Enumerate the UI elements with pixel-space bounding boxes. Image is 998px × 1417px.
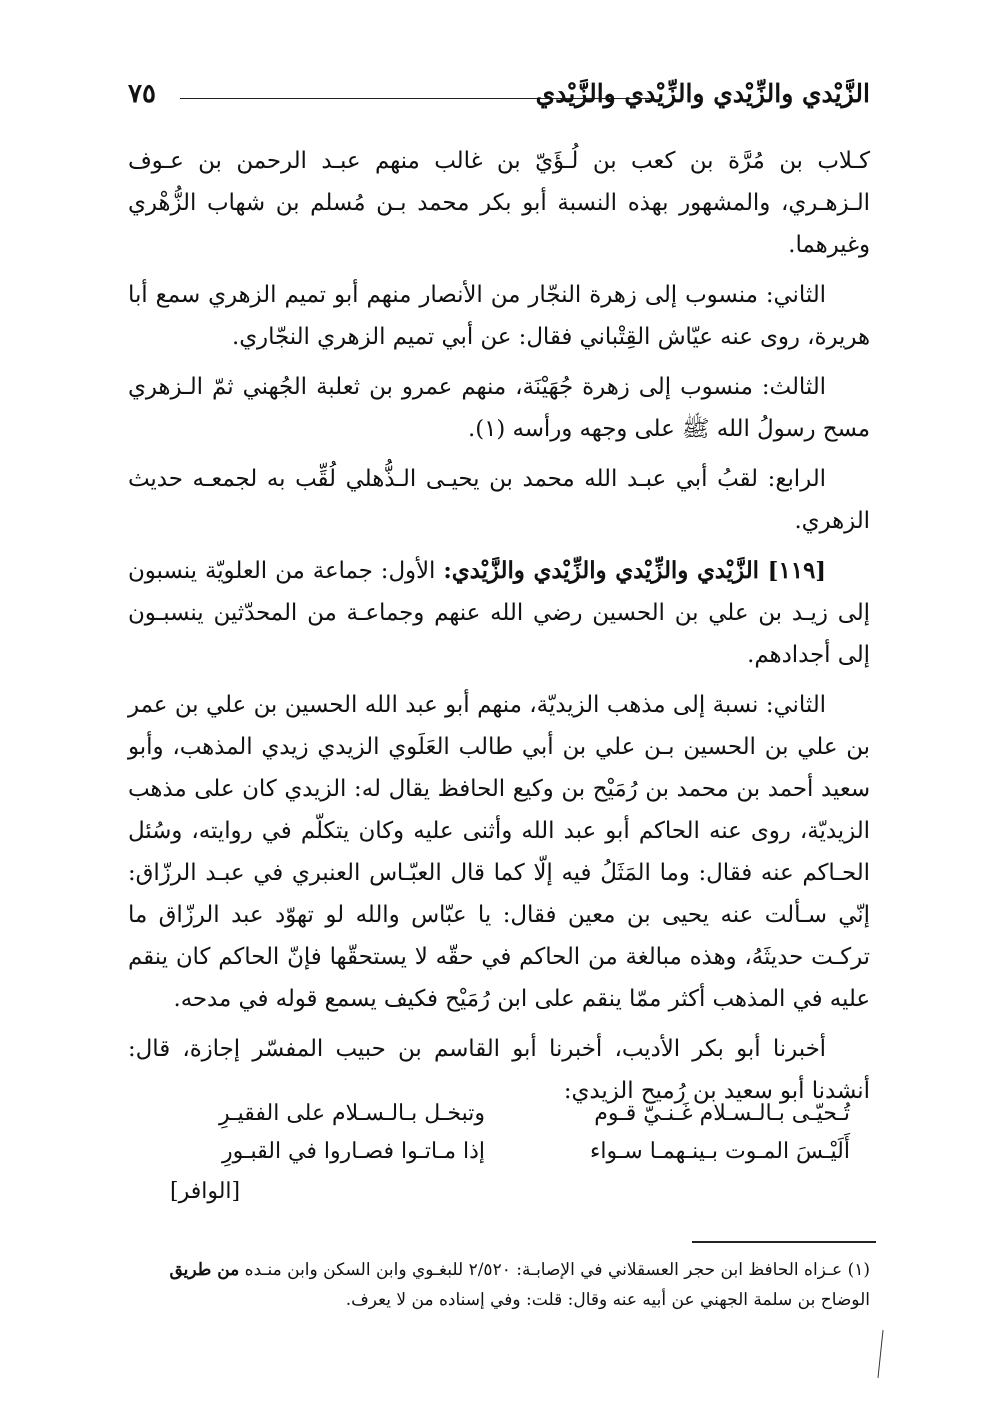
page-number: ٧٥ (128, 79, 156, 109)
main-text (128, 140, 870, 1120)
verse-2-first-hemistich: أَلَيْـسَ المـوت بـينـهمـا سـواء (590, 1139, 850, 1164)
footnote-1-continuation: الوضاح بن سلمة الجهني عن أبيه عنه وقال: قلت: وفي إسناده من لا يعرف. (345, 1290, 870, 1310)
page-header (128, 74, 870, 114)
verse-2-second-hemistich: إذا مـاتـوا فصـاروا في القبـورِ (222, 1139, 485, 1164)
poem (150, 1095, 850, 1215)
footnotes (128, 1255, 870, 1315)
footnote-1-bold: من طريق (169, 1260, 240, 1280)
footnote-1 (128, 1255, 870, 1285)
paragraph-2: الثاني: منسوب إلى زهرة النجّار من الأنصار منهم أبو تميم الزهري سمع أبا هريرة، روى عنه عيّاش القِتْباني فقال: عن أبي تميم الزهري النجّاري. (128, 282, 870, 350)
paragraph-7: أخبرنا أبو بكر الأديب، أخبرنا أبو القاسم بن حبيب المفسّر إجازة، قال: أنشدنا أبو سعيد بن رُميح الزيدي: (128, 1036, 870, 1104)
margin-mark (877, 1330, 883, 1378)
paragraph-4: الرابع: لقبُ أبي عبـد الله محمد بن يحيـى الـذُّهلي لُقِّب به لجمعـه حديث الزهري. (128, 466, 870, 534)
poem-verse-2 (150, 1133, 850, 1171)
paragraph-3: الثالث: منسوب إلى زهرة جُهَيْنَة، منهم عمرو بن ثعلبة الجُهني ثمّ الـزهري مسح رسولُ الله ﷺ على وجهه ورأسه (١). (128, 374, 870, 442)
entry-heading: [١١٩] الزَّيْدي والزِّيْدي والزِّيْدي والزَّيْدي: (443, 558, 826, 584)
verse-1-second-hemistich: وتبخـل بـالـسـلام على الفقيـرِ (219, 1101, 485, 1126)
poem-verse-1 (150, 1095, 850, 1133)
verse-1-first-hemistich: تُـحيّـى بـالـسـلام غَـنـيّ قـوم (594, 1101, 850, 1126)
entry-119 (128, 550, 870, 676)
footnote-1-text: (١) عـزاه الحافظ ابن حجر العسقلاني في الإصابـة: ٢/٥٢٠ للبغـوي وابن السكن وابن منـده (239, 1260, 870, 1280)
paragraph-1: كـلاب بن مُرَّة بن كعب بن لُـؤَيّ بن غالب منهم عبـد الرحمن بن عـوف الـزهـري، والمشهور بهذه النسبة أبو بكر محمد بـن مُسلم بن شهاب الزُّهْري وغيرهما. (128, 148, 870, 258)
poem-meter: [الوافر] (170, 1179, 241, 1204)
entry-text: الأول: جماعة من العلويّة ينسبون إلى زيـد بن علي بن الحسين رضي الله عنهم وجماعـة من المحدّثين ينسبـون إلى أجدادهم. (128, 558, 870, 668)
paragraph-6: الثاني: نسبة إلى مذهب الزيديّة، منهم أبو عبد الله الحسين بن علي بن عمر بن علي بن الحسين بـن علي بن أبي طالب العَلَوي الزيدي زيدي المذهب، وأبو سعيد أحمد بن محمد بن رُمَيْح بن وكيع الحافظ يقال له: الزيدي كان على مذهب الزيديّة، روى عنه الحاكم أبو عبد الله وأثنى عليه وكان يتكلّم في روايته، وسُئل الحـاكم عنه فقال: وما المَثَلُ فيه إلّا كما قال العبّـاس العنبري في عبـد الرزّاق: إنّي سـألت عنه يحيى بن معين فقال: يا عبّاس والله لو تهوّد عبد الرزّاق ما تركـت حديثَهُ، وهذه مبالغة من الحاكم في حقّه لا يستحقّها فإنّ الحاكم كان ينقم عليه في المذهب أكثر ممّا ينقم على ابن رُمَيْح فكيف يسمع قوله في مدحه. (128, 692, 870, 1012)
footnote-separator (692, 1241, 876, 1243)
running-title: الزَّيْدي والزِّيْدي والزِّيْدي والزَّيْدي (535, 79, 870, 108)
